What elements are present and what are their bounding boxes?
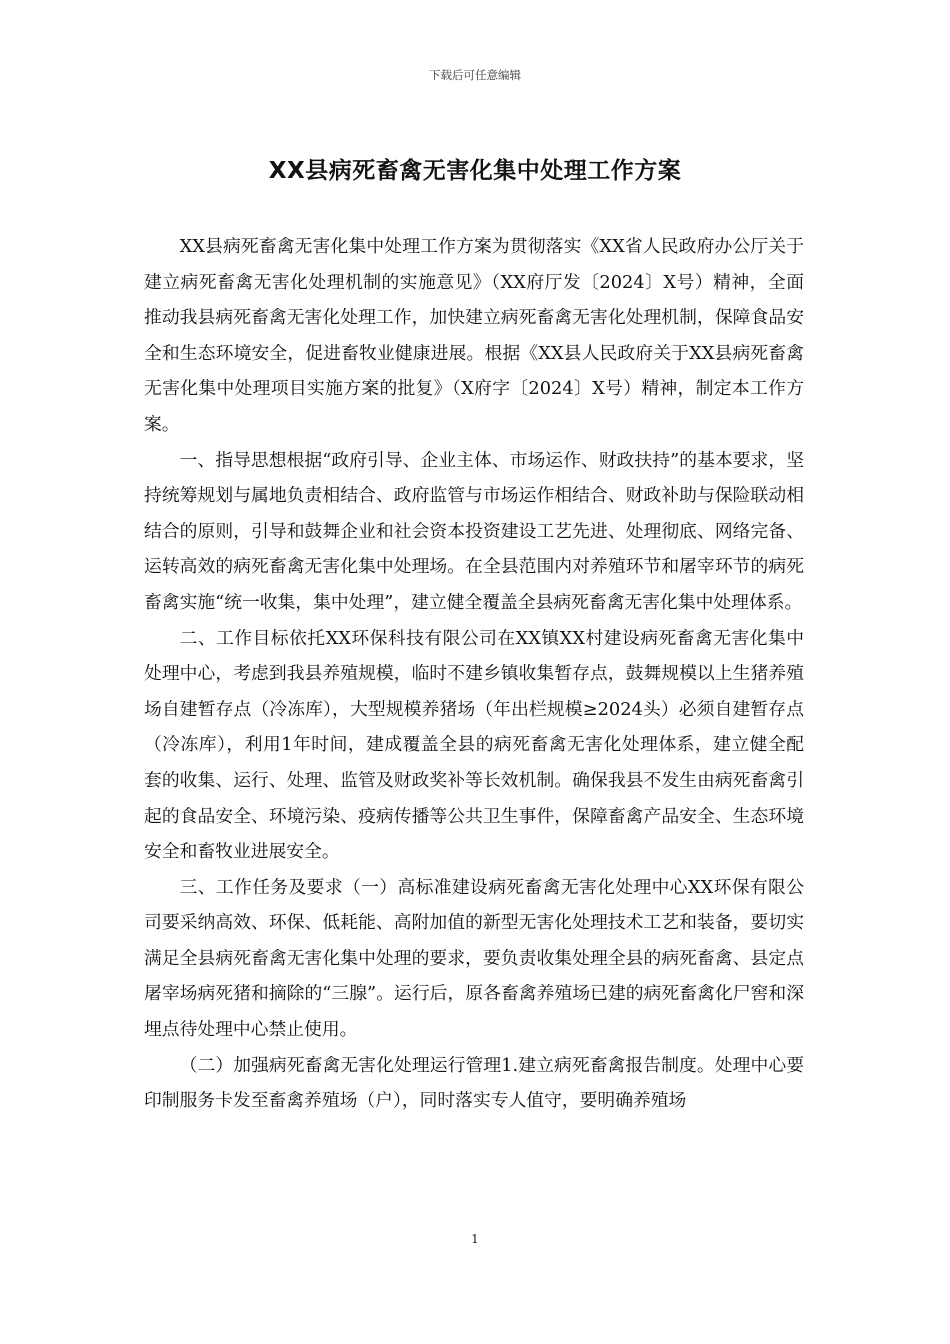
paragraph-operation-management: （二）加强病死畜禽无害化处理运行管理1.建立病死畜禽报告制度。处理中心要印制服务卡发至畜禽养殖场（户），同时落实专人值守，要明确养殖场 <box>144 1054 804 1112</box>
paragraph-work-goals: 二、工作目标依托XX环保科技有限公司在XX镇XX村建设病死畜禽无害化集中处理中心，考虑到我县养殖规模，临时不建乡镇收集暂存点，鼓舞规模以上生猪养殖场自建暂存点（冷冻库），大型规模养猪场（年出栏规模≥2024头）必须自建暂存点（冷冻库），利用1年时间，建成覆盖全县的病死畜禽无害化处理体系，建立健全配套的收集、运行、处理、监管及财政奖补等长效机制。确保我县不发生由病死畜禽引起的食品安全、环境污染、疫病传播等公共卫生事件，保障畜禽产品安全、生态环境安全和畜牧业进展安全。 <box>144 627 804 863</box>
page-number: 1 <box>471 1232 479 1246</box>
paragraph-tasks-requirements: 三、工作任务及要求（一）高标准建设病死畜禽无害化处理中心XX环保有限公司要采纳高效、环保、低耗能、高附加值的新型无害化处理技术工艺和装备，要切实满足全县病死畜禽无害化集中处理的要求，要负责收集处理全县的病死畜禽、县定点屠宰场病死猪和摘除的“三腺”。运行后，原各畜禽养殖场已建的病死畜禽化尸窖和深埋点待处理中心禁止使用。 <box>144 876 804 1041</box>
document-title: XX县病死畜禽无害化集中处理工作方案 <box>268 158 682 184</box>
header-note: 下载后可任意编辑 <box>429 68 521 82</box>
paragraph-guiding-principles: 一、指导思想根据“政府引导、企业主体、市场运作、财政扶持”的基本要求，坚持统筹规划与属地负责相结合、政府监管与市场运作相结合、财政补助与保险联动相结合的原则，引导和鼓舞企业和社会资本投资建设工艺先进、处理彻底、网络完备、运转高效的病死畜禽无害化集中处理场。在全县范围内对养殖环节和屠宰环节的病死畜禽实施“统一收集，集中处理”，建立健全覆盖全县病死畜禽无害化集中处理体系。 <box>144 449 804 613</box>
document-body <box>144 229 804 1119</box>
paragraph-intro: XX县病死畜禽无害化集中处理工作方案为贯彻落实《XX省人民政府办公厅关于建立病死畜禽无害化处理机制的实施意见》（XX府厅发〔2024〕X号）精神，全面推动我县病死畜禽无害化处理工作，加快建立病死畜禽无害化处理机制，保障食品安全和生态环境安全，促进畜牧业健康进展。根据《XX县人民政府关于XX县病死畜禽无害化集中处理项目实施方案的批复》（X府字〔2024〕X号）精神，制定本工作方案。 <box>144 236 804 435</box>
